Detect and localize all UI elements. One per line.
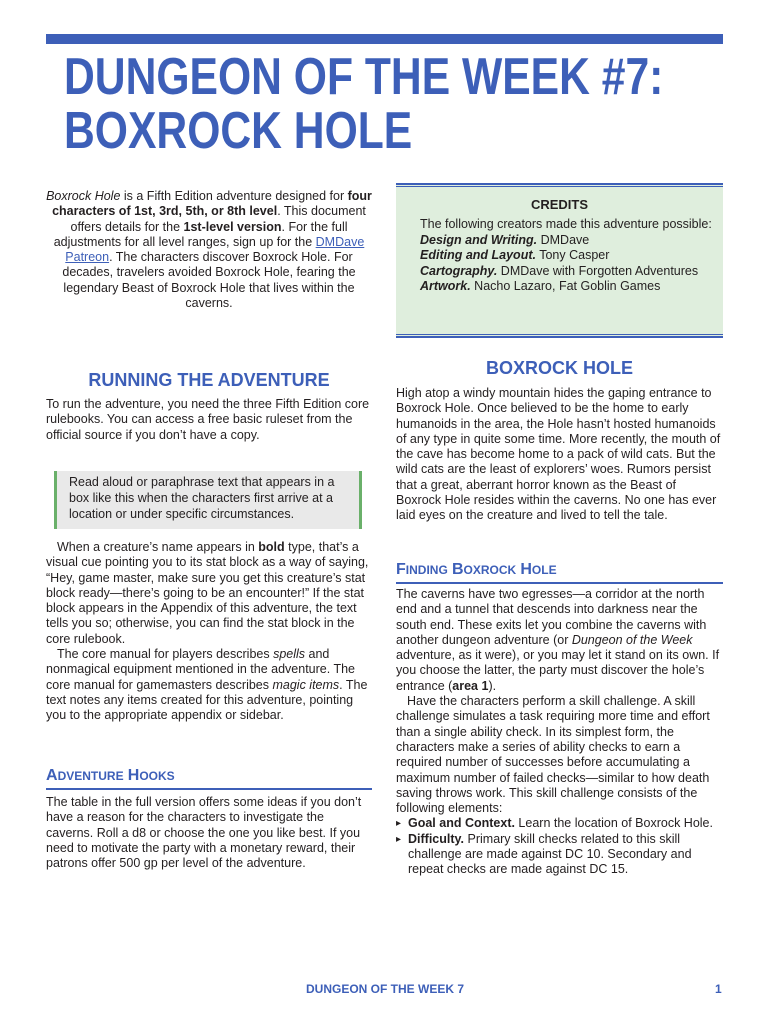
title-line-1: DUNGEON OF THE WEEK #7: [64,48,664,106]
credit-item: Editing and Layout. Tony Casper [420,248,610,262]
running-heading: RUNNING THE ADVENTURE [88,370,330,390]
running-body: When a creature’s name appears in bold type, that’s a visual cue pointing you to its stat block as a way of saying, “Hey, game master, make sure you get this creature’s stat block ready—there’s going to be an encounter!” If the stat block appears in the Appendix of this adventure, the text tells you so; otherwise, you can find the stat block in the core rulebook. The core manual for players describes spells and nonmagical equipment mentioned in the adventure. The core manual for gamemasters describes magic items. The text notes any items created for this adventure, pointing you to the appropriate appendix or sidebar. [46,540,369,723]
adventure-hooks-heading: ADVENTURE HOOKS [46,767,175,784]
boxrock-body: High atop a windy mountain hides the gaping entrance to Boxrock Hole. Once believed to be the home to early humanoids in the area, the Hole hasn’t hosted humanoids of any type in quite some time. More recently, the mouth of the cave has become home to a pack of wild cats. But the wild cats are the least of explorers’ woes. Rumors persist that a great, aberrant horror known as the Beast of Boxrock Hole resides within the caverns. No one has ever laid eyes on the creature and lived to tell the tale. [396,386,721,523]
top-rule [46,34,723,44]
bullet-item: ▸ Goal and Context. Learn the location of Boxrock Hole. [396,816,723,831]
finding-heading: FINDING BOXROCK HOLE [396,561,557,578]
hooks-body: The table in the full version offers some ideas if you don’t have a reason for the characters to investigate the caverns. Roll a d8 or choose the one you like best. If you need to motivate the party with a monetary reward, their patrons offer 500 gp per level of the adventure. [46,795,362,871]
credit-item: Artwork. Nacho Lazaro, Fat Goblin Games [420,279,661,293]
patreon-link[interactable]: DMDave Patreon [65,234,365,265]
finding-body: The caverns have two egresses—a corridor at the north end and a tunnel that descends into darkness near the south end. These exits let you combine the caverns with another dungeon adventure (or Dungeon of the Week adventure, as it were), or you may let it stand on its own. If you choose the latter, the party must discover the hole’s entrance (area 1). Have the characters perform a skill challenge. A skill challenge simulates a task requiring more time and effort than a single ability check. In its simplest form, the characters make a series of ability checks to earn a required number of successes before accumulating a maximum number of failed checks—similar to how death saving throws work. This skill challenge consists of the following elements: ▸ Goal and Context. Learn the location of Boxrock Hole. ▸ Difficulty. Primary skill checks related to this skill challenge are made against DC 10. Secondary and repeat checks are made against DC 15. [396,587,723,878]
running-intro: To run the adventure, you need the three Fifth Edition core rulebooks. You can access a free basic ruleset from the official source if you don’t have a copy. [46,397,370,442]
intro-paragraph: Boxrock Hole is a Fifth Edition adventure designed for four characters of 1st, 3rd, 5th, or 8th level. This document offers details for the 1st-level version. For the full adjustments for all level ranges, sign up for the DMDave Patreon. The characters discover Boxrock Hole. For decades, travelers avoided Boxrock Hole, fearing the legendary Beast of Boxrock Hole that lives within the caverns. [46,189,372,311]
bullet-item: ▸ Difficulty. Primary skill checks related to this skill challenge are made against DC 10. Secondary and repeat checks are made against DC 15. [396,832,723,878]
page-number: 1 [715,982,722,996]
credits-heading: CREDITS [530,197,589,212]
credit-item: Design and Writing. DMDave [420,232,590,247]
finding-underline [396,582,723,584]
credits-bottom-rule [396,334,723,338]
credits-top-rule [396,183,723,187]
credit-item: Cartography. DMDave with Forgotten Adventures [420,263,699,278]
boxrock-heading: BOXROCK HOLE [485,358,633,378]
credits-box [396,183,723,338]
credits-lead: The following creators made this adventure possible: [420,217,712,231]
read-aloud-box: Read aloud or paraphrase text that appears in a box like this when the characters first arrive at a location or under specific circumstances. [54,471,362,529]
hooks-underline [46,788,372,790]
title-line-2: BOXROCK HOLE [64,102,413,160]
footer-title: DUNGEON OF THE WEEK 7 [306,982,465,996]
page-title [64,48,664,160]
